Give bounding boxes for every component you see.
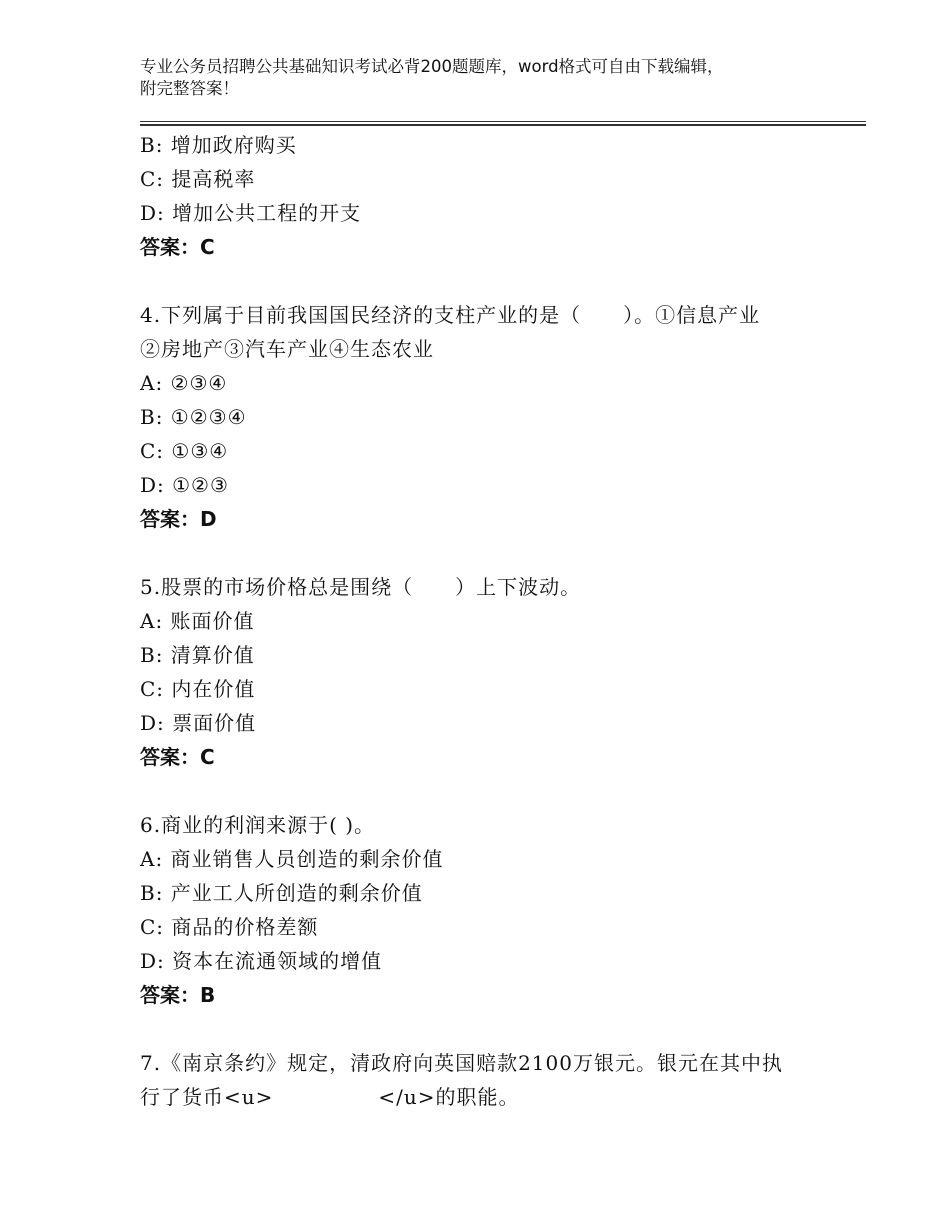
question-stem-continued: 行了货币<u> </u>的职能。 xyxy=(140,1085,520,1109)
spacer xyxy=(140,264,840,298)
header-line-2: 附完整答案！ xyxy=(140,79,239,98)
option-b: B: ①②③④ xyxy=(140,405,247,429)
question-stem: 7.《南京条约》规定，清政府向英国赔款2100万银元。银元在其中执 xyxy=(140,1051,783,1075)
spacer xyxy=(140,1012,840,1046)
option-d: D: 资本在流通领域的增值 xyxy=(140,949,383,973)
option-a: A: ②③④ xyxy=(140,371,228,395)
question-3 xyxy=(140,128,840,264)
option-b: B: 清算价值 xyxy=(140,643,255,667)
header-line-1: 专业公务员招聘公共基础知识考试必背200题题库，word格式可自由下载编辑， xyxy=(140,57,724,76)
question-stem-continued: ②房地产③汽车产业④生态农业 xyxy=(140,337,434,361)
question-stem: 6.商业的利润来源于( )。 xyxy=(140,813,376,837)
document-header xyxy=(140,56,840,100)
option-c: C: 提高税率 xyxy=(140,167,256,191)
option-a: A: 商业销售人员创造的剩余价值 xyxy=(140,847,444,871)
answer: 答案：B xyxy=(140,983,216,1007)
option-d: D: 票面价值 xyxy=(140,711,257,735)
spacer xyxy=(140,774,840,808)
option-b: B: 产业工人所创造的剩余价值 xyxy=(140,881,423,905)
question-6 xyxy=(140,808,840,1012)
option-d: D: 增加公共工程的开支 xyxy=(140,201,362,225)
spacer xyxy=(140,536,840,570)
answer: 答案：C xyxy=(140,745,215,769)
option-c: C: ①③④ xyxy=(140,439,229,463)
question-list xyxy=(140,128,840,1114)
option-d: D: ①②③ xyxy=(140,473,229,497)
answer: 答案：D xyxy=(140,507,217,531)
option-a: A: 账面价值 xyxy=(140,609,255,633)
question-stem: 5.股票的市场价格总是围绕（ ）上下波动。 xyxy=(140,575,582,599)
answer: 答案：C xyxy=(140,235,215,259)
option-c: C: 内在价值 xyxy=(140,677,256,701)
header-divider-thick xyxy=(140,124,866,126)
option-b: B: 增加政府购买 xyxy=(140,133,297,157)
header-divider-thin xyxy=(140,121,866,122)
option-c: C: 商品的价格差额 xyxy=(140,915,319,939)
question-stem: 4.下列属于目前我国国民经济的支柱产业的是（ ）。①信息产业 xyxy=(140,303,761,327)
question-7 xyxy=(140,1046,840,1114)
question-4 xyxy=(140,298,840,536)
question-5 xyxy=(140,570,840,774)
